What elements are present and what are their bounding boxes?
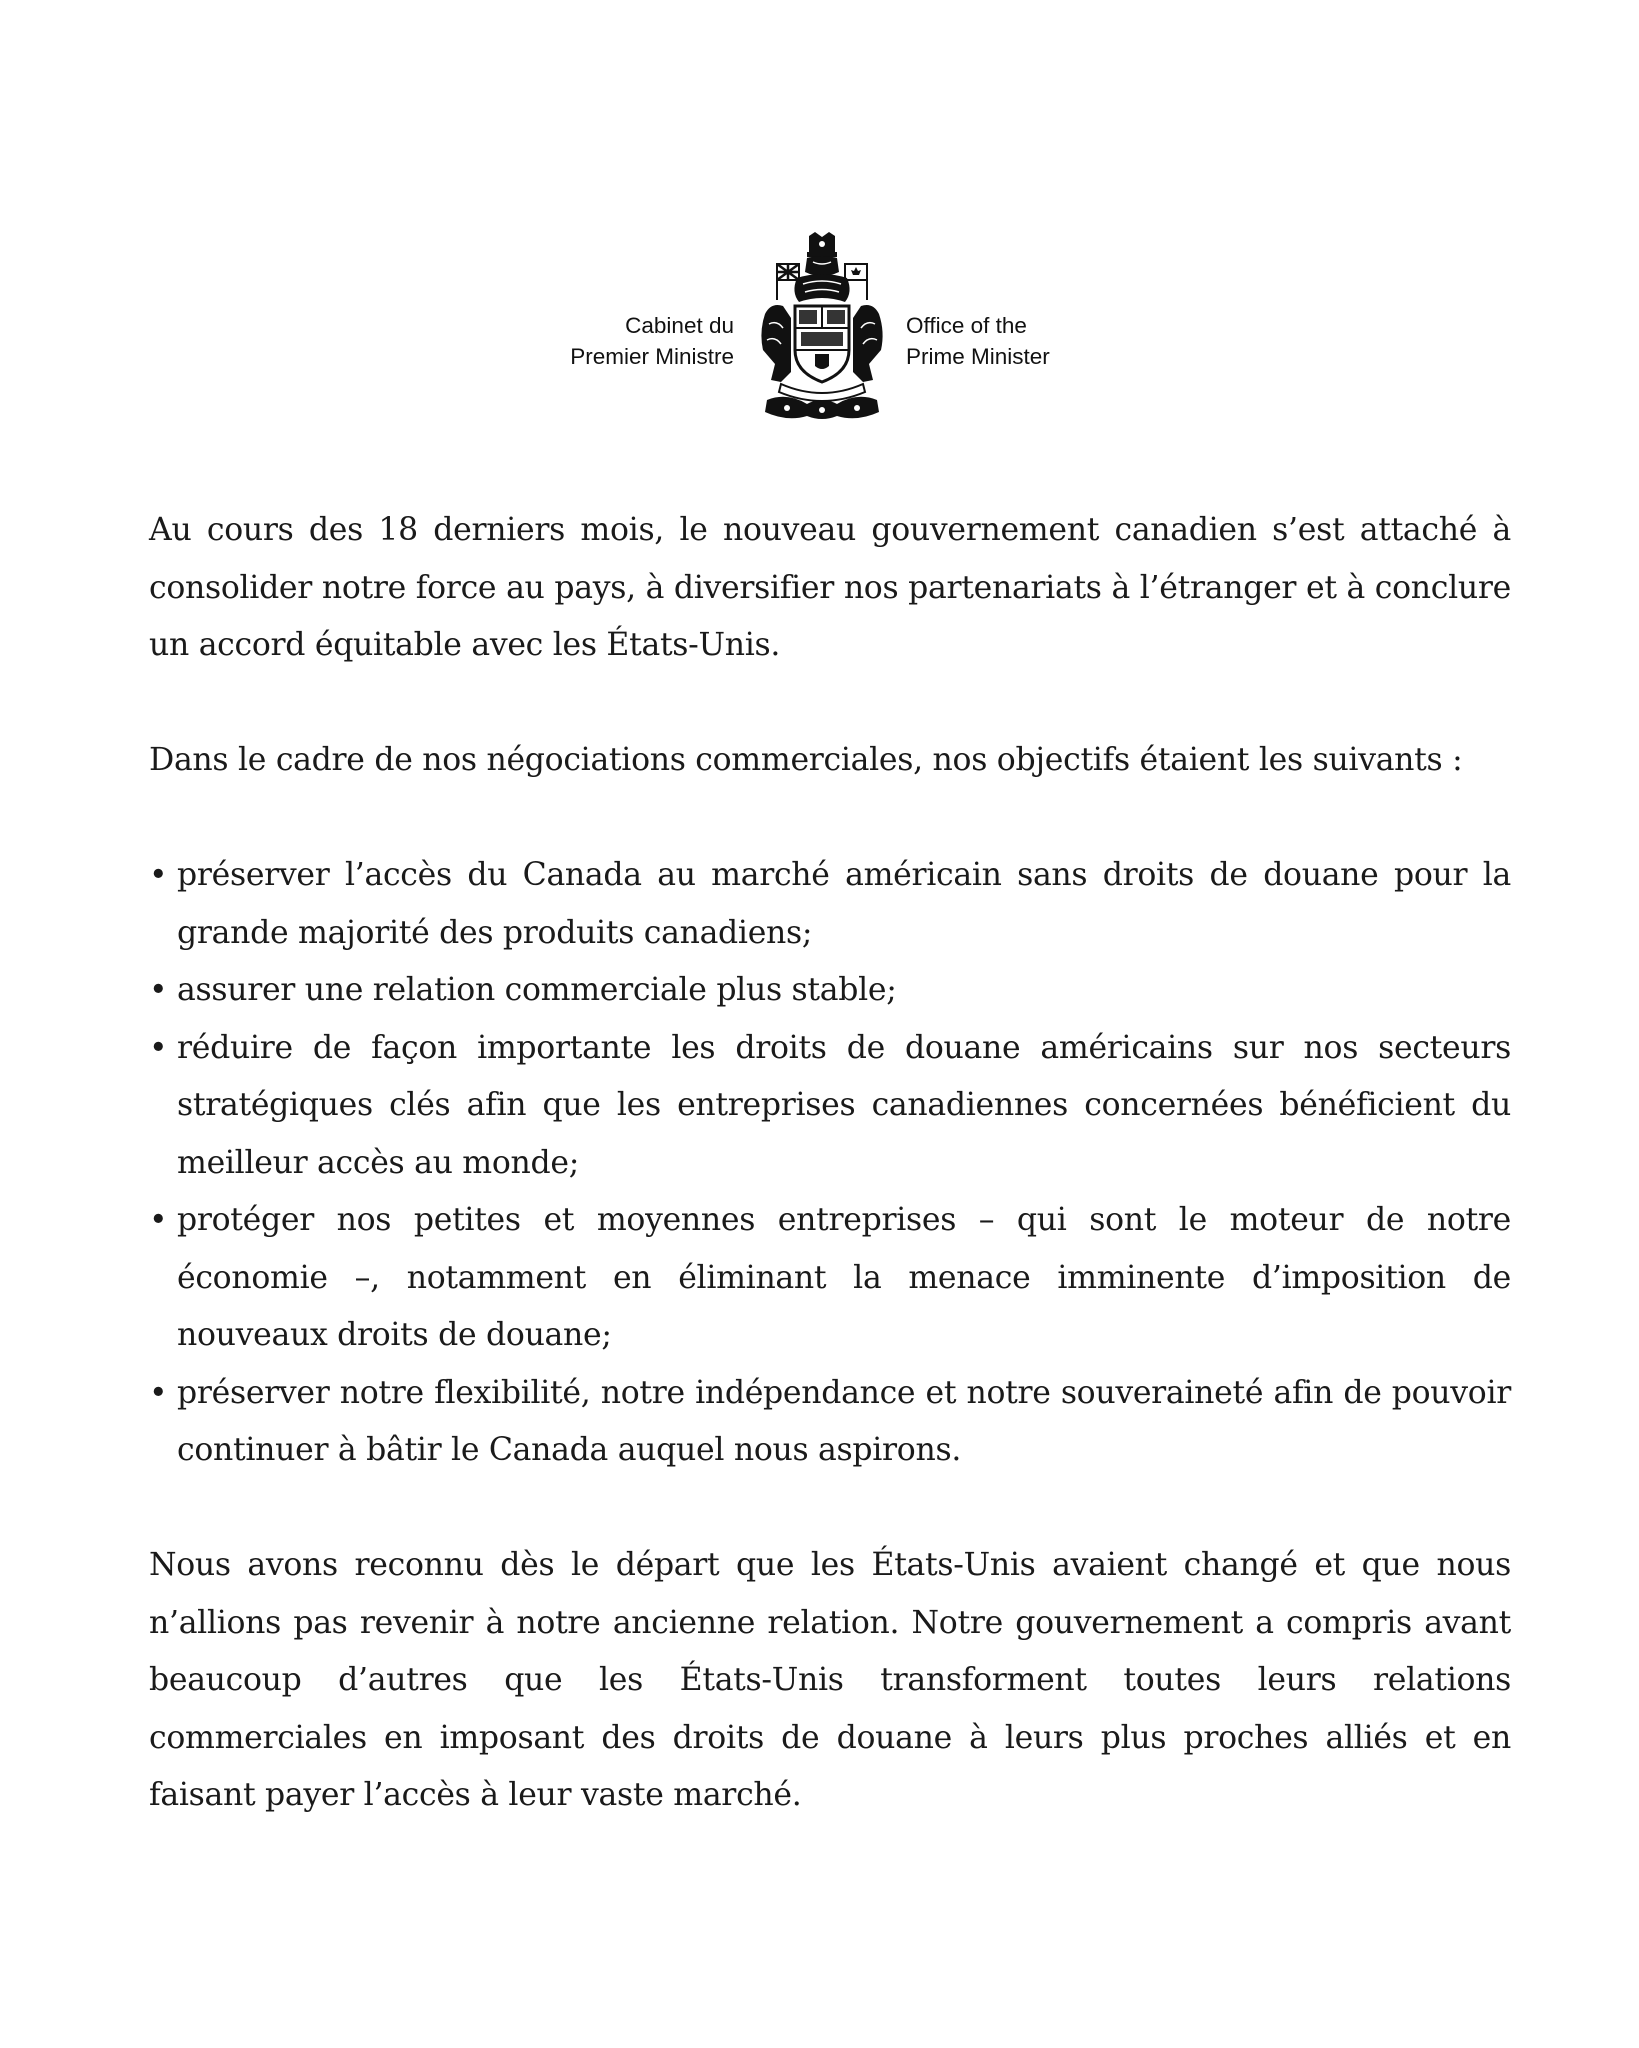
body-paragraph-1: Au cours des 18 derniers mois, le nouveau gouvernement canadien s’est attaché à consolider notre force au pays, à diversifier nos partenariats à l’étranger et à conclure un accord équitable avec les États-Unis.: [149, 512, 1511, 663]
letterhead-english-line2: Prime Minister: [906, 344, 1050, 369]
body-paragraph-3: Nous avons reconnu dès le départ que les États-Unis avaient changé et que nous n’allions pas revenir à notre ancienne relation. Notre gouvernement a compris avant beaucoup d’autres que les États-Unis transforment toutes leurs relations commerciales en imposant des droits de douane à leurs plus proches alliés et en faisant payer l’accès à leur vaste marché.: [149, 1547, 1511, 1813]
list-item: • protéger nos petites et moyennes entreprises – qui sont le moteur de notre économie –, notamment en éliminant la menace imminente d’imposition de nouveaux droits de douane;: [149, 1192, 1511, 1365]
letterhead-english: [906, 310, 1050, 372]
body-paragraph-2: Dans le cadre de nos négociations commerciales, nos objectifs étaient les suivants :: [149, 742, 1463, 778]
canada-coat-of-arms-icon: [757, 232, 887, 422]
list-item: • préserver l’accès du Canada au marché américain sans droits de douane pour la grande majorité des produits canadiens;: [149, 847, 1511, 962]
letterhead-french-line2: Premier Ministre: [570, 344, 734, 369]
letterhead: [0, 232, 1639, 422]
list-item: • réduire de façon importante les droits de douane américains sur nos secteurs stratégiques clés afin que les entreprises canadiennes concernées bénéficient du meilleur accès au monde;: [149, 1020, 1511, 1193]
letterhead-french-line1: Cabinet du: [625, 313, 734, 338]
list-item: • assurer une relation commerciale plus stable;: [149, 962, 1511, 1020]
letterhead-english-line1: Office of the: [906, 313, 1027, 338]
objectives-list: [149, 847, 1511, 1480]
letterhead-french: [570, 310, 734, 372]
letter-body: [149, 502, 1511, 1825]
list-item: • préserver notre flexibilité, notre indépendance et notre souveraineté afin de pouvoir continuer à bâtir le Canada auquel nous aspirons.: [149, 1365, 1511, 1480]
